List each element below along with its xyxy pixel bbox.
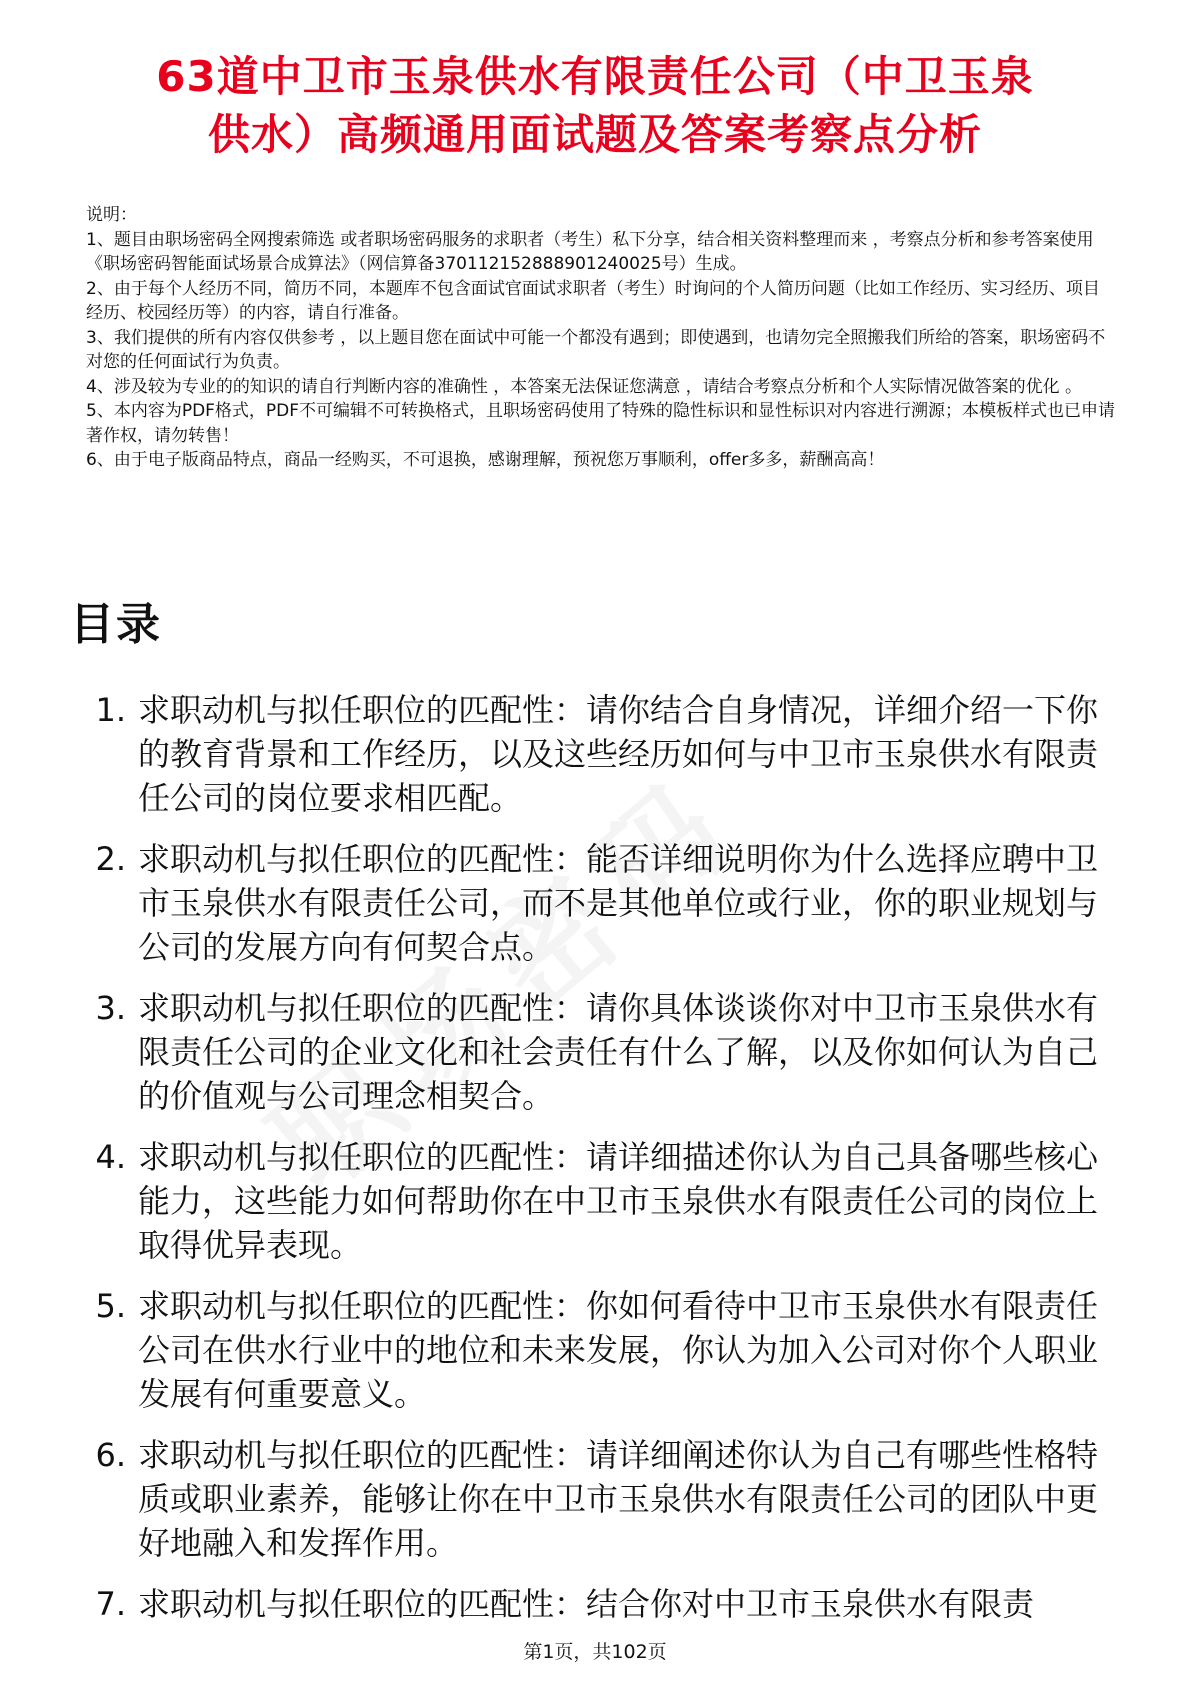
note-line: 说明： xyxy=(86,205,137,225)
toc-item-text[interactable]: 求职动机与拟任职位的匹配性：请你结合自身情况，详细介绍一下你的教育背景和工作经历，以及这些经历如何与中卫市玉泉供水有限责任公司的岗位要求相匹配。 xyxy=(138,691,1099,817)
toc-item-number: 6. xyxy=(95,1436,126,1474)
toc-item-number: 5. xyxy=(95,1287,126,1325)
toc-item-number: 4. xyxy=(95,1138,126,1176)
toc-item[interactable] xyxy=(70,1135,1120,1267)
note-line: 5、本内容为PDF格式，PDF不可编辑不可转换格式，且职场密码使用了特殊的隐性标识和显性标识对内容进行溯源；本模板样式也已申请著作权，请勿转售！ xyxy=(86,401,1116,446)
toc-item-text[interactable]: 求职动机与拟任职位的匹配性：请详细描述你认为自己具备哪些核心能力，这些能力如何帮助你在中卫市玉泉供水有限责任公司的岗位上取得优异表现。 xyxy=(138,1138,1099,1264)
table-of-contents xyxy=(70,688,1120,1643)
page-footer: 第1页，共102页 xyxy=(523,1641,667,1663)
instructions-block xyxy=(86,203,1116,473)
toc-item-number: 3. xyxy=(95,989,126,1027)
toc-item-text[interactable]: 求职动机与拟任职位的匹配性：请详细阐述你认为自己有哪些性格特质或职业素养，能够让你在中卫市玉泉供水有限责任公司的团队中更好地融入和发挥作用。 xyxy=(138,1436,1099,1562)
toc-item-number: 2. xyxy=(95,840,126,878)
toc-item[interactable] xyxy=(70,1284,1120,1416)
note-line: 2、由于每个人经历不同，简历不同，本题库不包含面试官面试求职者（考生）时询问的个人简历问题（比如工作经历、实习经历、项目经历、校园经历等）的内容，请自行准备。 xyxy=(86,278,1100,323)
toc-item[interactable] xyxy=(70,1433,1120,1565)
toc-item-text[interactable]: 求职动机与拟任职位的匹配性：你如何看待中卫市玉泉供水有限责任公司在供水行业中的地位和未来发展，你认为加入公司对你个人职业发展有何重要意义。 xyxy=(138,1287,1099,1413)
toc-heading: 目录 xyxy=(70,599,162,650)
toc-item[interactable] xyxy=(70,837,1120,969)
toc-item-number: 1. xyxy=(95,691,126,729)
title-line-2: 供水）高频通用面试题及答案考察点分析 xyxy=(207,110,982,159)
toc-item-text[interactable]: 求职动机与拟任职位的匹配性：能否详细说明你为什么选择应聘中卫市玉泉供水有限责任公司，而不是其他单位或行业，你的职业规划与公司的发展方向有何契合点。 xyxy=(138,840,1099,966)
toc-item[interactable] xyxy=(70,986,1120,1118)
toc-item[interactable] xyxy=(70,688,1120,820)
note-line: 4、涉及较为专业的的知识的请自行判断内容的准确性 ，本答案无法保证您满意 ，请结合考察点分析和个人实际情况做答案的优化 。 xyxy=(86,376,1083,397)
toc-item-text[interactable]: 求职动机与拟任职位的匹配性：请你具体谈谈你对中卫市玉泉供水有限责任公司的企业文化和社会责任有什么了解，以及你如何认为自己的价值观与公司理念相契合。 xyxy=(138,989,1099,1115)
toc-item[interactable] xyxy=(70,1582,1120,1626)
toc-item-number: 7. xyxy=(95,1585,126,1623)
note-line: 3、我们提供的所有内容仅供参考 ，以上题目您在面试中可能一个都没有遇到；即使遇到，也请勿完全照搬我们所给的答案，职场密码不对您的任何面试行为负责。 xyxy=(86,327,1106,372)
document-title xyxy=(70,48,1120,164)
toc-item-text[interactable]: 求职动机与拟任职位的匹配性：结合你对中卫市玉泉供水有限责 xyxy=(138,1585,1035,1623)
note-line: 6、由于电子版商品特点，商品一经购买，不可退换，感谢理解，预祝您万事顺利，offer多多，薪酬高高！ xyxy=(86,450,885,470)
note-line: 1、题目由职场密码全网搜索筛选 或者职场密码服务的求职者（考生）私下分享，结合相关资料整理而来 ，考察点分析和参考答案使用《职场密码智能面试场景合成算法》（网信算备370112152888901240025号）生成。 xyxy=(86,229,1094,274)
title-line-1: 63道中卫市玉泉供水有限责任公司（中卫玉泉 xyxy=(156,52,1034,101)
